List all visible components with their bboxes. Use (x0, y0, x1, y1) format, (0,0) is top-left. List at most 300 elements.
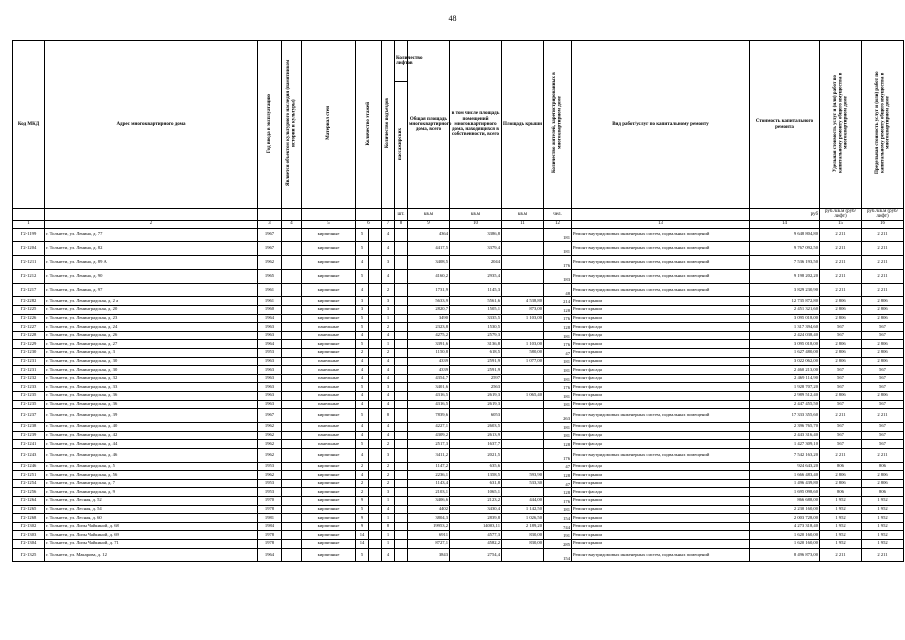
row-work-type: Ремонт фасада (572, 323, 750, 332)
row-wall-material: кирпичные (302, 256, 356, 270)
row-code: Г2-1264 (13, 496, 45, 505)
table-row (13, 531, 904, 540)
table-row (13, 314, 904, 323)
row-year: 1961 (258, 283, 282, 297)
row-roof-area: 830,00 (502, 531, 544, 540)
row-work-type: Ремонт крыши (572, 522, 750, 531)
row-year: 1981 (258, 514, 282, 523)
row-residents: 744 (544, 522, 572, 531)
row-lifts (395, 479, 408, 488)
row-floors: 5 (356, 340, 369, 349)
row-total-area: 4339 (408, 366, 450, 375)
row-floors: 3 (356, 297, 369, 306)
header-unit-cost: Удельная стоимость услуг и (или) работ по капитальному ремонту общего имущества в многоквартирном доме (832, 73, 849, 174)
row-residents: 176 (544, 256, 572, 270)
row-entrances: 2 (382, 323, 395, 332)
row-max-cost: 1 952 (862, 505, 904, 514)
row-heritage (282, 462, 302, 471)
row-wall-material: кирпичные (302, 314, 356, 323)
row-lifts (395, 505, 408, 514)
row-year: 1962 (258, 448, 282, 462)
row-code: Г2-2282 (13, 297, 45, 306)
row-work-type: Ремонт крыши (572, 539, 750, 548)
row-total-area: 2517,3 (408, 440, 450, 449)
row-lifts (395, 471, 408, 480)
row-heritage (282, 306, 302, 315)
row-work-type: Ремонт внутридомовых инженерных систем, подвальных помещений (572, 448, 750, 462)
row-max-cost: 567 (862, 440, 904, 449)
row-code: Г2-1199 (13, 228, 45, 242)
row-max-cost: 1 952 (862, 539, 904, 548)
row-code: Г2-1226 (13, 314, 45, 323)
row-entrances: 2 (382, 440, 395, 449)
row-heritage (282, 496, 302, 505)
row-roof-area (502, 283, 544, 297)
row-heritage (282, 479, 302, 488)
row-owned-area: 2603,5 (450, 423, 502, 432)
row-address: г. Тольятти, ул. Ленинградская, д. 40 (45, 423, 258, 432)
row-heritage (282, 514, 302, 523)
row-heritage (282, 522, 302, 531)
row-floors-extra (369, 383, 382, 392)
row-unit-cost: 2 806 (820, 314, 862, 323)
row-floors-extra (369, 366, 382, 375)
row-total-area: 5633,9 (408, 297, 450, 306)
row-address: г. Тольятти, ул. Ленинградская, д. 32 (45, 374, 258, 383)
row-address: г. Тольятти, ул. Ленинградская, д. 9 (45, 488, 258, 497)
row-residents: 48 (544, 283, 572, 297)
row-wall-material: панельные (302, 392, 356, 401)
row-heritage (282, 323, 302, 332)
row-lifts (395, 357, 408, 366)
row-code: Г2-1235 (13, 392, 45, 401)
row-total-area: 3804,3 (408, 514, 450, 523)
row-repair-cost: 9 767 092,50 (750, 242, 820, 256)
row-lifts (395, 409, 408, 423)
row-address: г. Тольятти, ул. Ленинградская, д. 36 (45, 400, 258, 409)
row-entrances: 2 (382, 349, 395, 358)
unit-owned-area: кв.м (450, 209, 502, 221)
row-entrances: 1 (382, 531, 395, 540)
row-entrances: 2 (382, 479, 395, 488)
row-repair-cost: 2 443 316,40 (750, 431, 820, 440)
row-floors-extra (369, 400, 382, 409)
row-owned-area: 618,5 (450, 349, 502, 358)
row-floors-extra (369, 349, 382, 358)
row-total-area: 3408,5 (408, 256, 450, 270)
row-heritage (282, 366, 302, 375)
row-roof-area: 1 103,00 (502, 340, 544, 349)
row-repair-cost: 17 333 355,60 (750, 409, 820, 423)
row-floors: 4 (356, 448, 369, 462)
row-total-area: 4160,2 (408, 269, 450, 283)
row-roof-area (502, 331, 544, 340)
table-row (13, 400, 904, 409)
row-floors: 4 (356, 331, 369, 340)
row-floors: 4 (356, 256, 369, 270)
row-address: г. Тольятти, ул. Ленинградская, д. 27 (45, 340, 258, 349)
row-wall-material: кирпичные (302, 531, 356, 540)
row-address: г. Тольятти, ул. Лизы Чайкиной, д. 69 (45, 531, 258, 540)
row-address: г. Тольятти, ул. Ленинградская, д. 23 (45, 314, 258, 323)
row-lifts (395, 539, 408, 548)
column-number: 8 (395, 220, 408, 228)
row-roof-area (502, 431, 544, 440)
row-lifts (395, 349, 408, 358)
row-address: г. Тольятти, ул. Ленинградская, д. 5 (45, 462, 258, 471)
row-roof-area (502, 462, 544, 471)
row-floors-extra (369, 228, 382, 242)
row-entrances: 4 (382, 505, 395, 514)
row-floors: 9 (356, 522, 369, 531)
table-row (13, 228, 904, 242)
row-code: Г2-1228 (13, 331, 45, 340)
row-address: г. Тольятти, ул. Ленина, д. 97 (45, 283, 258, 297)
row-roof-area (502, 409, 544, 423)
row-wall-material: панельные (302, 400, 356, 409)
row-address: г. Тольятти, ул. Лесная, д. 60 (45, 514, 258, 523)
row-floors: 4 (356, 283, 369, 297)
header-code: Код МКД (13, 41, 45, 209)
row-year: 1963 (258, 331, 282, 340)
row-unit-cost: 2 211 (820, 548, 862, 562)
row-owned-area: 3430,4 (450, 505, 502, 514)
row-address: г. Тольятти, ул. Ленина, д. 89 А (45, 256, 258, 270)
row-residents: 183 (544, 269, 572, 283)
row-residents: 181 (544, 392, 572, 401)
table-row (13, 366, 904, 375)
row-residents: 285 (544, 539, 572, 548)
row-year: 1965 (258, 269, 282, 283)
row-code: Г2-1231 (13, 366, 45, 375)
row-owned-area: 1065,1 (450, 488, 502, 497)
row-repair-cost: 924 643,20 (750, 462, 820, 471)
row-residents: 181 (544, 431, 572, 440)
row-lifts (395, 488, 408, 497)
row-floors-extra (369, 314, 382, 323)
row-max-cost: 2 211 (862, 269, 904, 283)
row-address: г. Тольятти, ул. Ленинградская, д. 24 (45, 323, 258, 332)
row-unit-cost: 1 952 (820, 505, 862, 514)
row-wall-material: кирпичные (302, 514, 356, 523)
row-owned-area: 6053 (450, 409, 502, 423)
unit-max-cost: руб./кв.м (руб/лифт) (862, 209, 904, 221)
row-lifts (395, 256, 408, 270)
row-year: 1963 (258, 357, 282, 366)
row-max-cost: 2 806 (862, 297, 904, 306)
table-row (13, 548, 904, 562)
column-number: 3 (258, 220, 282, 228)
row-residents: 263 (544, 409, 572, 423)
row-owned-area: 2935,4 (450, 269, 502, 283)
row-code: Г2-1325 (13, 548, 45, 562)
row-total-area: 4402 (408, 505, 450, 514)
row-total-area: 2103,1 (408, 488, 450, 497)
row-work-type: Ремонт крыши (572, 306, 750, 315)
row-work-type: Ремонт фасада (572, 331, 750, 340)
row-work-type: Ремонт внутридомовых инженерных систем, подвальных помещений (572, 548, 750, 562)
row-heritage (282, 228, 302, 242)
row-lifts (395, 548, 408, 562)
row-total-area: 1731,9 (408, 283, 450, 297)
row-repair-cost: 2 989 512,40 (750, 392, 820, 401)
row-entrances: 1 (382, 539, 395, 548)
header-lifts-passenger: пассажирских (398, 127, 404, 160)
row-repair-cost: 2 451 321,60 (750, 306, 820, 315)
row-repair-cost: 2 396 765,70 (750, 423, 820, 432)
row-floors-extra (369, 440, 382, 449)
row-code: Г2-1230 (13, 349, 45, 358)
row-max-cost: 567 (862, 431, 904, 440)
row-unit-cost: 2 211 (820, 228, 862, 242)
row-repair-cost: 4 273 318,40 (750, 522, 820, 531)
row-work-type: Ремонт фасада (572, 488, 750, 497)
row-heritage (282, 256, 302, 270)
row-max-cost: 567 (862, 400, 904, 409)
row-year: 1964 (258, 314, 282, 323)
row-residents: 128 (544, 440, 572, 449)
table-row (13, 488, 904, 497)
row-total-area: 4364 (408, 228, 450, 242)
row-code: Г2-1237 (13, 409, 45, 423)
row-owned-area: 3136,8 (450, 340, 502, 349)
row-address: г. Тольятти, ул. Ленинградская, д. 7 (45, 479, 258, 488)
row-heritage (282, 242, 302, 256)
row-floors-extra (369, 539, 382, 548)
row-address: г. Тольятти, ул. Ленина, д. 82 (45, 242, 258, 256)
row-total-area: 4316,5 (408, 392, 450, 401)
row-roof-area (502, 383, 544, 392)
row-address: г. Тольятти, ул. Ленинградская, д. 30 (45, 366, 258, 375)
row-unit-cost: 567 (820, 383, 862, 392)
row-floors-extra (369, 357, 382, 366)
row-roof-area: 580,00 (502, 349, 544, 358)
row-residents: 181 (544, 423, 572, 432)
column-number: 16 (862, 220, 904, 228)
row-unit-cost: 567 (820, 423, 862, 432)
row-address: г. Тольятти, ул. Ленинградская, д. 44 (45, 440, 258, 449)
row-work-type: Ремонт крыши (572, 340, 750, 349)
row-entrances: 1 (382, 340, 395, 349)
row-owned-area: 2021,5 (450, 448, 502, 462)
row-residents: 154 (544, 514, 572, 523)
row-max-cost: 2 211 (862, 548, 904, 562)
row-address: г. Тольятти, ул. Лизы Чайкиной, д. 71 (45, 539, 258, 548)
row-wall-material: кирпичные (302, 462, 356, 471)
table-row (13, 256, 904, 270)
row-max-cost: 2 211 (862, 228, 904, 242)
row-code: Г2-1243 (13, 448, 45, 462)
row-total-area: 3490 (408, 314, 450, 323)
row-work-type: Ремонт крыши (572, 314, 750, 323)
row-max-cost: 806 (862, 488, 904, 497)
table-row (13, 522, 904, 531)
row-roof-area: 593,90 (502, 471, 544, 480)
row-code: Г2-1212 (13, 269, 45, 283)
row-work-type: Ремонт внутридомовых инженерных систем, подвальных помещений (572, 256, 750, 270)
row-unit-cost: 2 211 (820, 269, 862, 283)
row-entrances: 4 (382, 392, 395, 401)
row-repair-cost: 1 427 309,10 (750, 440, 820, 449)
table-row (13, 383, 904, 392)
row-max-cost: 2 806 (862, 392, 904, 401)
row-unit-cost: 2 806 (820, 297, 862, 306)
row-total-area: 2820,7 (408, 306, 450, 315)
row-lifts (395, 323, 408, 332)
row-unit-cost: 1 952 (820, 496, 862, 505)
row-wall-material: кирпичные (302, 488, 356, 497)
row-wall-material: панельные (302, 366, 356, 375)
row-max-cost: 806 (862, 462, 904, 471)
row-roof-area (502, 366, 544, 375)
row-floors: 4 (356, 471, 369, 480)
row-wall-material: панельные (302, 357, 356, 366)
row-max-cost: 2 806 (862, 314, 904, 323)
row-unit-cost: 1 952 (820, 522, 862, 531)
row-owned-area: 1505,1 (450, 306, 502, 315)
row-work-type: Ремонт фасада (572, 383, 750, 392)
row-wall-material: панельные (302, 331, 356, 340)
row-address: г. Тольятти, ул. Лизы Чайкиной, д. 68 (45, 522, 258, 531)
row-total-area: 2236,1 (408, 471, 450, 480)
row-lifts (395, 283, 408, 297)
row-floors-extra (369, 392, 382, 401)
row-unit-cost: 2 806 (820, 349, 862, 358)
row-owned-area: 1145,3 (450, 283, 502, 297)
row-year: 1953 (258, 479, 282, 488)
table-row (13, 539, 904, 548)
row-wall-material: кирпичные (302, 306, 356, 315)
row-entrances: 4 (382, 431, 395, 440)
row-max-cost: 567 (862, 374, 904, 383)
row-floors: 2 (356, 462, 369, 471)
row-unit-cost: 2 211 (820, 448, 862, 462)
row-unit-cost: 2 806 (820, 340, 862, 349)
row-wall-material: кирпичные (302, 496, 356, 505)
row-repair-cost: 2 424 038,40 (750, 331, 820, 340)
row-wall-material: кирпичные (302, 340, 356, 349)
row-max-cost: 2 806 (862, 471, 904, 480)
row-code: Г2-1254 (13, 479, 45, 488)
column-number: 11 (502, 220, 544, 228)
row-roof-area (502, 488, 544, 497)
row-max-cost: 1 952 (862, 514, 904, 523)
row-floors: 4 (356, 392, 369, 401)
row-wall-material: панельные (302, 323, 356, 332)
row-lifts (395, 531, 408, 540)
header-work-type: Вид работ/услуг по капитальному ремонту (572, 41, 750, 209)
row-floors-extra (369, 340, 382, 349)
row-roof-area (502, 269, 544, 283)
row-unit-cost: 806 (820, 462, 862, 471)
row-year: 1961 (258, 297, 282, 306)
row-code: Г2-1303 (13, 531, 45, 540)
row-work-type: Ремонт внутридомовых инженерных систем, подвальных помещений (572, 409, 750, 423)
row-floors: 5 (356, 548, 369, 562)
row-repair-cost: 2 230 160,00 (750, 505, 820, 514)
row-entrances: 4 (382, 331, 395, 340)
row-owned-area: 2044 (450, 256, 502, 270)
row-work-type: Ремонт крыши (572, 349, 750, 358)
row-floors-extra (369, 269, 382, 283)
row-roof-area (502, 242, 544, 256)
row-max-cost: 2 806 (862, 349, 904, 358)
row-repair-cost: 9 648 804,80 (750, 228, 820, 242)
row-floors-extra (369, 323, 382, 332)
row-lifts (395, 306, 408, 315)
row-address: г. Тольятти, ул. Ленина, д. 90 (45, 269, 258, 283)
table-row (13, 323, 904, 332)
row-floors-extra (369, 505, 382, 514)
row-max-cost: 567 (862, 423, 904, 432)
row-total-area: 1150,8 (408, 349, 450, 358)
row-total-area: 3401,6 (408, 383, 450, 392)
row-year: 1967 (258, 228, 282, 242)
row-residents: 128 (544, 488, 572, 497)
row-roof-area (502, 548, 544, 562)
row-floors: 4 (356, 400, 369, 409)
row-address: г. Тольятти, ул. Ленинградская, д. 20 (45, 306, 258, 315)
row-repair-cost: 7 542 163,20 (750, 448, 820, 462)
row-wall-material: кирпичные (302, 471, 356, 480)
row-floors: 5 (356, 314, 369, 323)
row-total-area: 19953,2 (408, 522, 450, 531)
table-row (13, 409, 904, 423)
table-row (13, 423, 904, 432)
row-work-type: Ремонт внутридомовых инженерных систем, подвальных помещений (572, 283, 750, 297)
table-row (13, 505, 904, 514)
row-entrances: 4 (382, 400, 395, 409)
row-entrances: 1 (382, 496, 395, 505)
row-residents: 154 (544, 548, 572, 562)
row-residents: 176 (544, 314, 572, 323)
row-wall-material: панельные (302, 374, 356, 383)
row-entrances: 4 (382, 366, 395, 375)
row-floors-extra (369, 462, 382, 471)
row-wall-material: кирпичные (302, 479, 356, 488)
row-entrances: 4 (382, 548, 395, 562)
row-owned-area: 631,8 (450, 479, 502, 488)
row-repair-cost: 3 829 230,90 (750, 283, 820, 297)
header-repair-cost: Стоимость капитального ремонта (750, 41, 820, 209)
row-floors: 2 (356, 349, 369, 358)
row-unit-cost: 806 (820, 488, 862, 497)
row-heritage (282, 392, 302, 401)
row-year: 1953 (258, 349, 282, 358)
row-work-type: Ремонт внутридомовых инженерных систем, подвальных помещений (572, 269, 750, 283)
row-roof-area (502, 256, 544, 270)
row-wall-material: панельные (302, 431, 356, 440)
row-year: 1963 (258, 392, 282, 401)
row-floors: 9 (356, 514, 369, 523)
row-floors-extra (369, 409, 382, 423)
unit-residents: чел. (544, 209, 572, 221)
row-code: Г2-1302 (13, 522, 45, 531)
row-entrances: 1 (382, 514, 395, 523)
row-roof-area: 2 189,20 (502, 522, 544, 531)
row-floors: 5 (356, 323, 369, 332)
row-heritage (282, 431, 302, 440)
page-number: 48 (448, 14, 457, 23)
row-floors: 4 (356, 357, 369, 366)
row-floors: 5 (356, 505, 369, 514)
table-row (13, 283, 904, 297)
row-year: 1963 (258, 374, 282, 383)
row-repair-cost: 1 928 707,20 (750, 383, 820, 392)
row-entrances: 8 (382, 522, 395, 531)
row-residents: 47 (544, 462, 572, 471)
row-heritage (282, 505, 302, 514)
